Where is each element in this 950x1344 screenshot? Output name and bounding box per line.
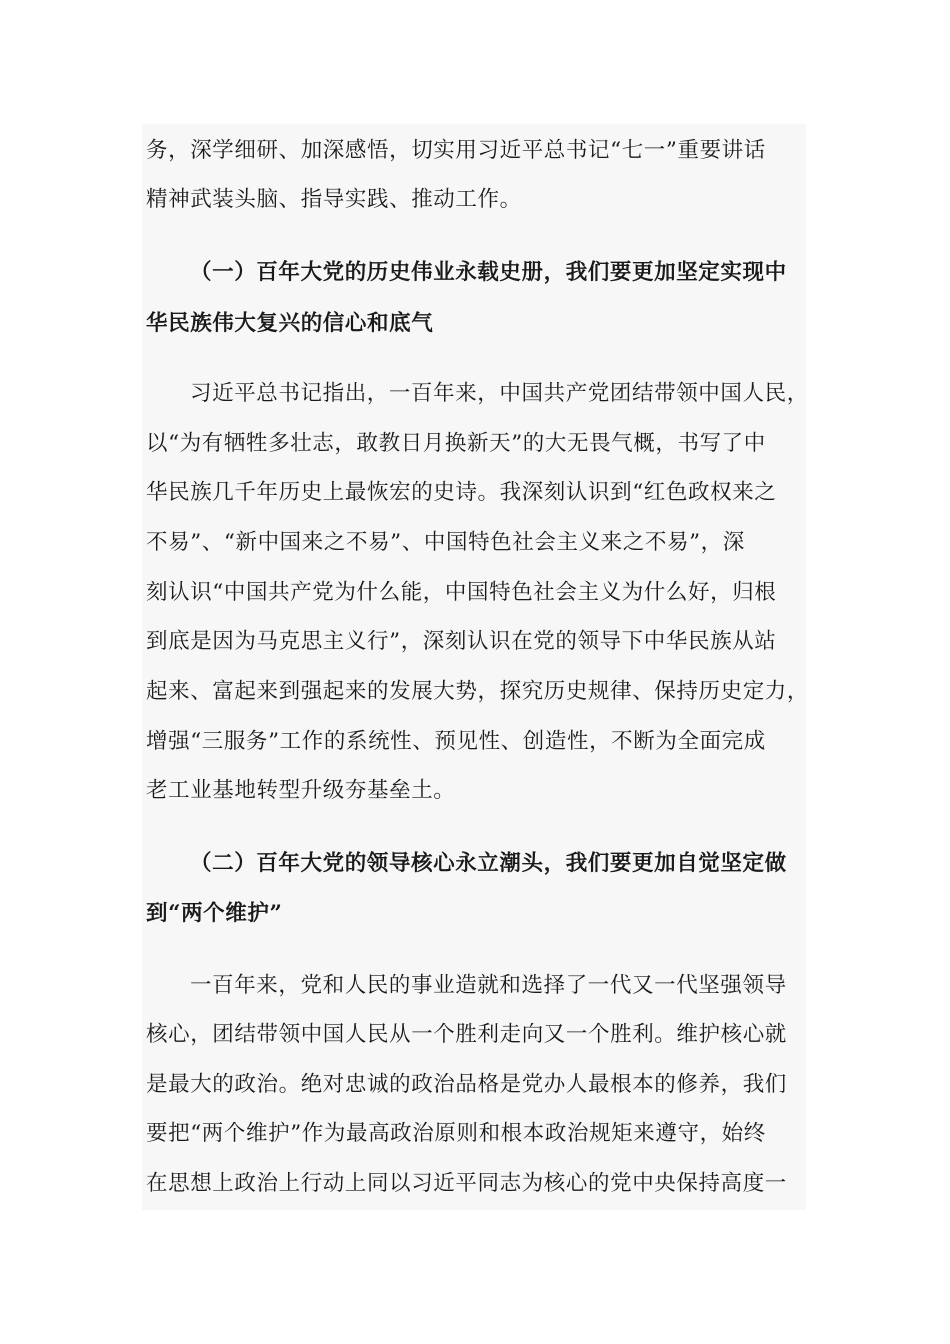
section2-heading-line-1: （二）百年大党的领导核心永立潮头，我们要更加自觉坚定做	[190, 851, 787, 876]
section1-body-line-4: 不易”、“新中国来之不易”、中国特色社会主义来之不易”，深	[146, 530, 745, 555]
section2-body-line-3: 是最大的政治。绝对忠诚的政治品格是党办人最根本的修养，我们	[146, 1072, 787, 1097]
section1-body-line-3: 华民族几千年历史上最恢宏的史诗。我深刻认识到“红色政权来之	[146, 480, 777, 505]
section1-heading-line-2: 华民族伟大复兴的信心和底气	[146, 311, 434, 336]
section1-heading-line-1: （一）百年大党的历史伟业永载史册，我们要更加坚定实现中	[190, 260, 787, 285]
section2-body-line-1: 一百年来，党和人民的事业造就和选择了一代又一代坚强领导	[190, 973, 787, 998]
section1-body-line-2: 以“为有牺牲多壮志，敢教日月换新天”的大无畏气概，书写了中	[146, 431, 766, 456]
section1-body-line-9: 老工业基地转型升级夯基垒土。	[146, 778, 456, 803]
section2-body-line-5: 在思想上政治上行动上同以习近平同志为核心的党中央保持高度一	[146, 1171, 787, 1196]
intro-line-2: 精神武装头脑、指导实践、推动工作。	[146, 187, 522, 212]
section1-body-line-6: 到底是因为马克思主义行”，深刻认识在党的领导下中华民族从站	[146, 629, 777, 654]
section1-body-line-8: 增强“三服务”工作的系统性、预见性、创造性，不断为全面完成	[146, 729, 766, 754]
section2-body-line-4: 要把“两个维护”作为最高政治原则和根本政治规矩来遵守，始终	[146, 1121, 766, 1146]
section2-body-line-2: 核心，团结带领中国人民从一个胜利走向又一个胜利。维护核心就	[146, 1022, 787, 1047]
section2-heading-line-2: 到“两个维护”	[146, 901, 283, 926]
section1-body-line-5: 刻认识“中国共产党为什么能，中国特色社会主义为什么好，归根	[146, 580, 777, 605]
intro-line-1: 务，深学细研、加深感悟，切实用习近平总书记“七一”重要讲话	[146, 138, 766, 163]
section1-body-line-1: 习近平总书记指出，一百年来，中国共产党团结带领中国人民，	[190, 381, 809, 406]
section1-body-line-7: 起来、富起来到强起来的发展大势，探究历史规律、保持历史定力，	[146, 679, 810, 704]
